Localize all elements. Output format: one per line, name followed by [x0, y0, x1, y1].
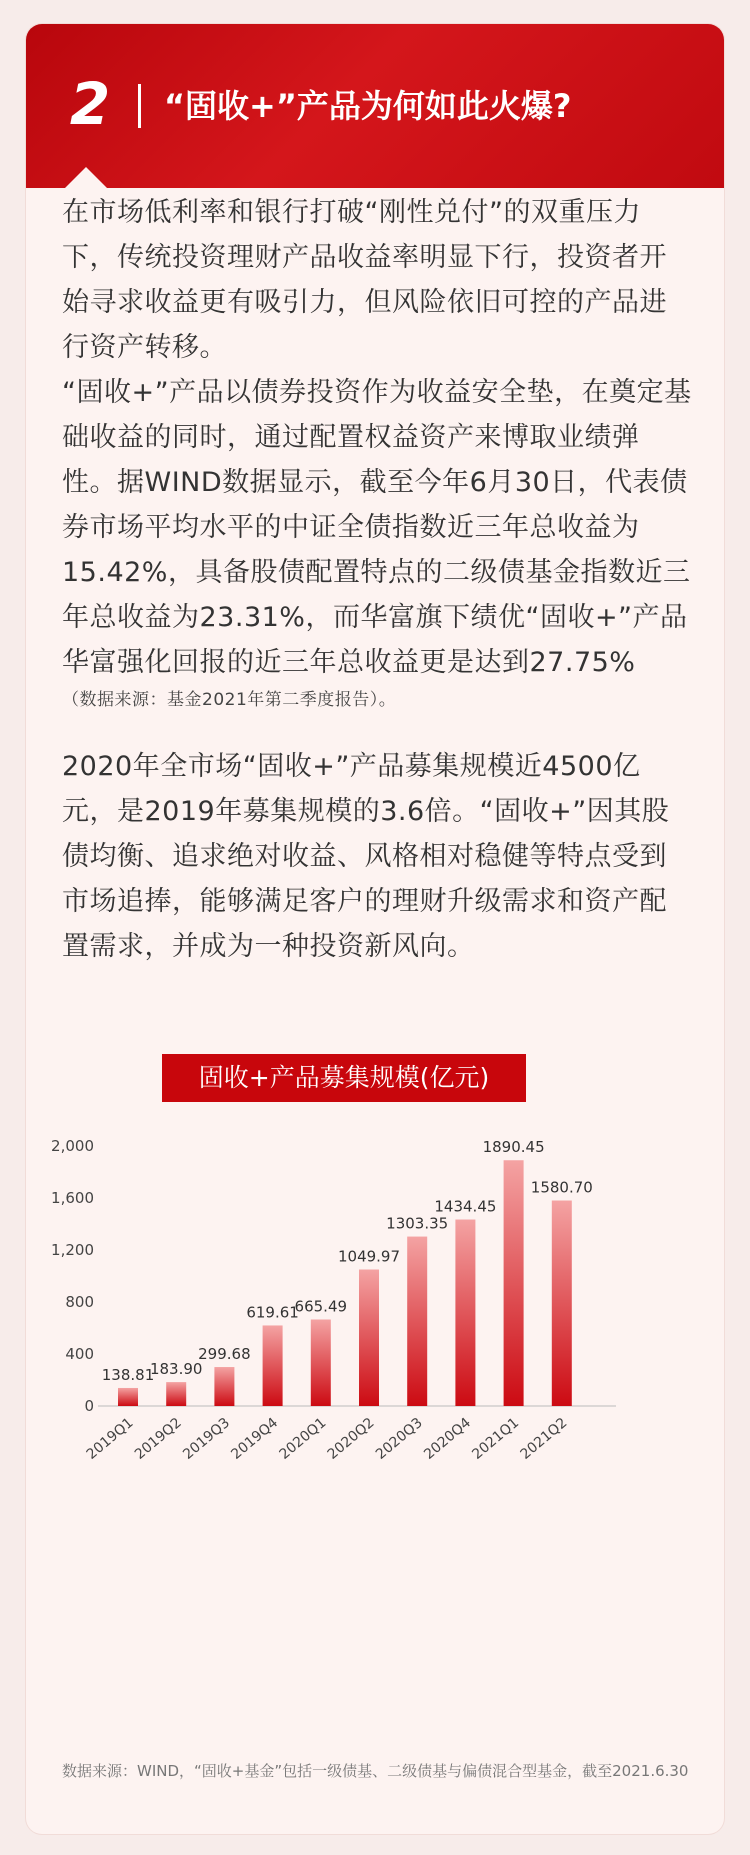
bar-2019Q1 [118, 1388, 138, 1406]
bar-2021Q2 [552, 1201, 572, 1406]
bar-2020Q4 [455, 1220, 475, 1406]
bar-value-label: 619.61 [246, 1303, 299, 1322]
article-card [26, 24, 724, 1834]
y-tick-label: 2,000 [51, 1137, 94, 1155]
bar-value-label: 1434.45 [434, 1197, 497, 1216]
bar-2021Q1 [504, 1160, 524, 1406]
data-source-note: 数据来源：WIND，“固收+基金”包括一级债基、二级债基与偏债混合型基金，截至2021.6.30 [62, 1762, 689, 1780]
y-tick-label: 400 [65, 1345, 94, 1363]
section-header [26, 24, 724, 188]
x-tick-label: 2020Q1 [276, 1414, 330, 1463]
x-tick-label: 2019Q4 [228, 1414, 282, 1463]
bar-2020Q3 [407, 1237, 427, 1406]
bar-2020Q2 [359, 1270, 379, 1406]
bar-value-label: 299.68 [198, 1345, 251, 1364]
section-number: 2 [69, 70, 111, 138]
x-tick-label: 2019Q3 [180, 1414, 233, 1463]
bar-chart [26, 1114, 724, 1524]
x-tick-label: 2020Q2 [324, 1414, 378, 1463]
x-tick-label: 2019Q2 [131, 1414, 185, 1463]
x-tick-label: 2021Q2 [517, 1414, 571, 1463]
x-tick-label: 2020Q3 [372, 1414, 426, 1463]
y-tick-label: 800 [65, 1293, 94, 1311]
header-divider [138, 84, 141, 128]
x-tick-label: 2019Q1 [83, 1414, 137, 1463]
x-tick-label: 2020Q4 [421, 1414, 474, 1463]
bar-value-label: 183.90 [149, 1360, 203, 1379]
chart-title: 固收+产品募集规模(亿元) [162, 1054, 526, 1102]
y-tick-label: 1,600 [51, 1189, 94, 1207]
y-tick-label: 1,200 [51, 1241, 94, 1259]
bar-value-label: 138.81 [101, 1365, 155, 1384]
paragraph-1: 在市场低利率和银行打破“刚性兑付”的双重压力下，传统投资理财产品收益率明显下行，投资者开始寻求收益更有吸引力，但风险依旧可控的产品进行资产转移。 [62, 197, 667, 363]
bar-2020Q1 [311, 1319, 331, 1406]
y-tick-label: 0 [84, 1397, 94, 1415]
bar-2019Q3 [214, 1367, 234, 1406]
bar-value-label: 1049.97 [337, 1247, 401, 1266]
bar-2019Q4 [263, 1325, 283, 1406]
bar-2019Q2 [166, 1382, 186, 1406]
bar-value-label: 1890.45 [482, 1138, 545, 1157]
section-title: “固收+”产品为何如此火爆? [164, 87, 572, 125]
paragraph-2-note: （数据来源：基金2021年第二季度报告）。 [62, 690, 397, 710]
bar-value-label: 1303.35 [386, 1214, 449, 1233]
paragraph-2-body: “固收+”产品以债券投资作为收益安全垫，在奠定基础收益的同时，通过配置权益资产来博取业绩弹性。据WIND数据显示，截至今年6月30日，代表债券市场平均水平的中证全债指数近三年总收益为15.42%，具备股债配置特点的二级债基金指数近三年总收益为23.31%，而华富旗下绩优“固收+”产品华富强化回报的近三年总收益更是达到27.75% [62, 377, 692, 678]
bar-value-label: 1580.70 [530, 1178, 593, 1197]
paragraph-2 [62, 370, 692, 715]
bar-value-label: 665.49 [294, 1297, 348, 1316]
x-tick-label: 2021Q1 [469, 1414, 523, 1463]
paragraph-3: 2020年全市场“固收+”产品募集规模近4500亿元，是2019年募集规模的3.6倍。“固收+”因其股债均衡、追求绝对收益、风格相对稳健等特点受到市场追捧，能够满足客户的理财升级需求和资产配置需求，并成为一种投资新风向。 [62, 751, 670, 962]
